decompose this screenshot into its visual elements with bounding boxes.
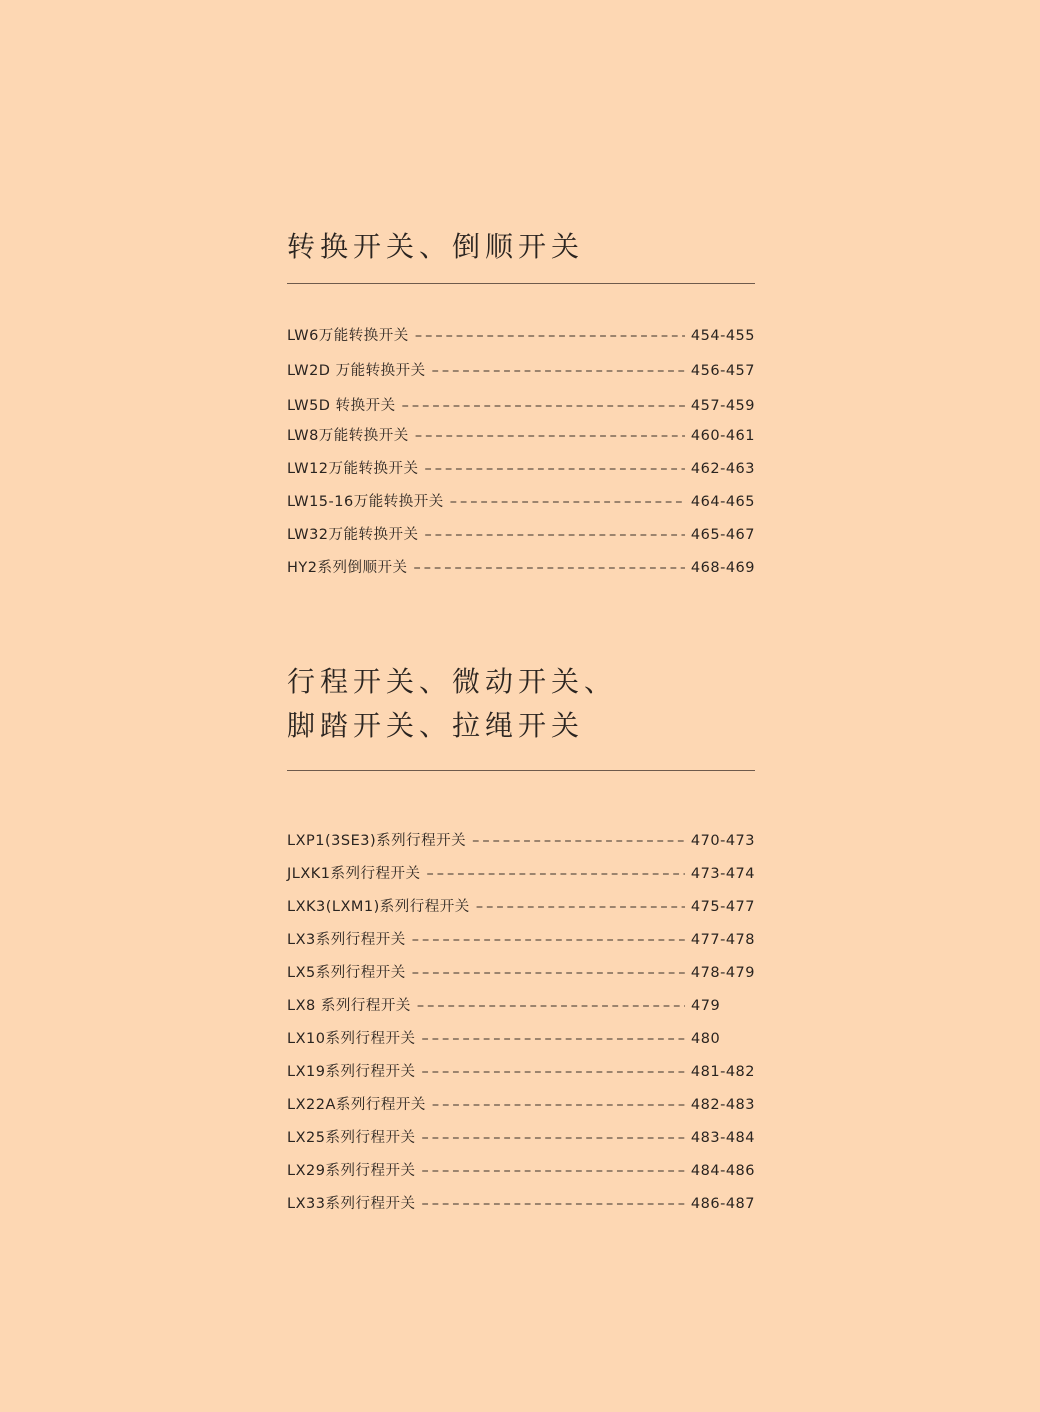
toc-entry-pages: 481-482 [690, 1064, 755, 1080]
toc-entry-label: LW6万能转换开关 [287, 328, 409, 344]
toc-entry-pages: 456-457 [690, 363, 755, 379]
section-divider [287, 283, 755, 284]
dash-leader [417, 998, 685, 1014]
toc-entry-pages: 486-487 [690, 1196, 755, 1212]
toc-entry-pages: 468-469 [690, 560, 755, 576]
toc-entry[interactable] [287, 523, 755, 556]
dash-leader [421, 1163, 684, 1179]
toc-section-travel-switches [287, 660, 755, 1225]
toc-section-switches [287, 225, 755, 589]
toc-entry[interactable] [287, 994, 755, 1027]
toc-entry-label: LW32万能转换开关 [287, 527, 419, 543]
toc-entry-label: LX3系列行程开关 [287, 932, 406, 948]
toc-entry[interactable] [287, 829, 755, 862]
toc-entry[interactable] [287, 1126, 755, 1159]
dash-leader [414, 560, 685, 576]
dash-leader [412, 965, 685, 981]
toc-entry-label: LX8 系列行程开关 [287, 998, 411, 1014]
toc-entry-pages: 460-461 [690, 428, 755, 444]
toc-entry-label: LXK3(LXM1)系列行程开关 [287, 899, 470, 915]
toc-entry-pages: 483-484 [690, 1130, 755, 1146]
dash-leader [476, 899, 685, 915]
toc-entry[interactable] [287, 1159, 755, 1192]
toc-entry-label: LX5系列行程开关 [287, 965, 406, 981]
dash-leader [421, 1196, 684, 1212]
dash-leader [472, 833, 685, 849]
toc-entry-pages: 462-463 [690, 461, 755, 477]
toc-entry[interactable] [287, 928, 755, 961]
toc-entry-pages: 479 [691, 998, 721, 1014]
toc-list [287, 324, 755, 589]
toc-entry-label: LW8万能转换开关 [287, 428, 409, 444]
dash-leader [421, 1064, 684, 1080]
section-divider [287, 770, 755, 771]
toc-entry[interactable] [287, 394, 755, 424]
toc-entry-label: LW12万能转换开关 [287, 461, 419, 477]
toc-entry-label: JLXK1系列行程开关 [287, 866, 421, 882]
toc-entry-label: LX33系列行程开关 [287, 1196, 416, 1212]
toc-entry-pages: 482-483 [690, 1097, 755, 1113]
dash-leader [432, 1097, 685, 1113]
toc-entry-label: LX22A系列行程开关 [287, 1097, 426, 1113]
toc-entry-pages: 473-474 [690, 866, 755, 882]
toc-entry[interactable] [287, 424, 755, 457]
toc-entry-pages: 470-473 [690, 833, 755, 849]
toc-entry-label: LW15-16万能转换开关 [287, 494, 444, 510]
toc-entry-label: HY2系列倒顺开关 [287, 560, 408, 576]
toc-entry-label: LXP1(3SE3)系列行程开关 [287, 833, 467, 849]
toc-entry-label: LX29系列行程开关 [287, 1163, 416, 1179]
dash-leader [421, 1130, 684, 1146]
toc-entry[interactable] [287, 1027, 755, 1060]
toc-entry[interactable] [287, 457, 755, 490]
toc-entry[interactable] [287, 862, 755, 895]
section-title [287, 660, 755, 748]
dash-leader [412, 932, 685, 948]
toc-entry-pages: 465-467 [690, 527, 755, 543]
section-title-line: 行程开关、微动开关、 [287, 665, 618, 698]
toc-entry-pages: 464-465 [690, 494, 755, 510]
dash-leader [432, 363, 685, 379]
toc-entry-pages: 457-459 [690, 398, 755, 414]
toc-entry[interactable] [287, 961, 755, 994]
toc-entry-pages: 477-478 [690, 932, 755, 948]
dash-leader [421, 1031, 685, 1047]
section-title [287, 225, 755, 269]
toc-list [287, 829, 755, 1225]
toc-entry-pages: 480 [691, 1031, 721, 1047]
toc-entry-pages: 454-455 [690, 328, 755, 344]
toc-entry[interactable] [287, 556, 755, 589]
toc-entry-pages: 478-479 [690, 965, 755, 981]
toc-entry-label: LX19系列行程开关 [287, 1064, 416, 1080]
dash-leader [402, 398, 685, 414]
dash-leader [425, 461, 685, 477]
toc-entry-label: LX25系列行程开关 [287, 1130, 416, 1146]
dash-leader [425, 527, 685, 543]
dash-leader [450, 494, 685, 510]
dash-leader [427, 866, 685, 882]
toc-entry[interactable] [287, 324, 755, 359]
dash-leader [415, 328, 685, 344]
toc-entry-pages: 475-477 [690, 899, 755, 915]
toc-entry-pages: 484-486 [690, 1163, 755, 1179]
section-title-line: 转换开关、倒顺开关 [287, 230, 585, 263]
toc-entry-label: LW2D 万能转换开关 [287, 363, 426, 379]
toc-entry[interactable] [287, 359, 755, 394]
dash-leader [415, 428, 685, 444]
toc-entry[interactable] [287, 895, 755, 928]
toc-entry[interactable] [287, 1192, 755, 1225]
toc-entry[interactable] [287, 490, 755, 523]
toc-entry[interactable] [287, 1093, 755, 1126]
toc-entry-label: LW5D 转换开关 [287, 398, 396, 414]
section-title-line: 脚踏开关、拉绳开关 [287, 709, 585, 742]
toc-entry[interactable] [287, 1060, 755, 1093]
toc-entry-label: LX10系列行程开关 [287, 1031, 416, 1047]
